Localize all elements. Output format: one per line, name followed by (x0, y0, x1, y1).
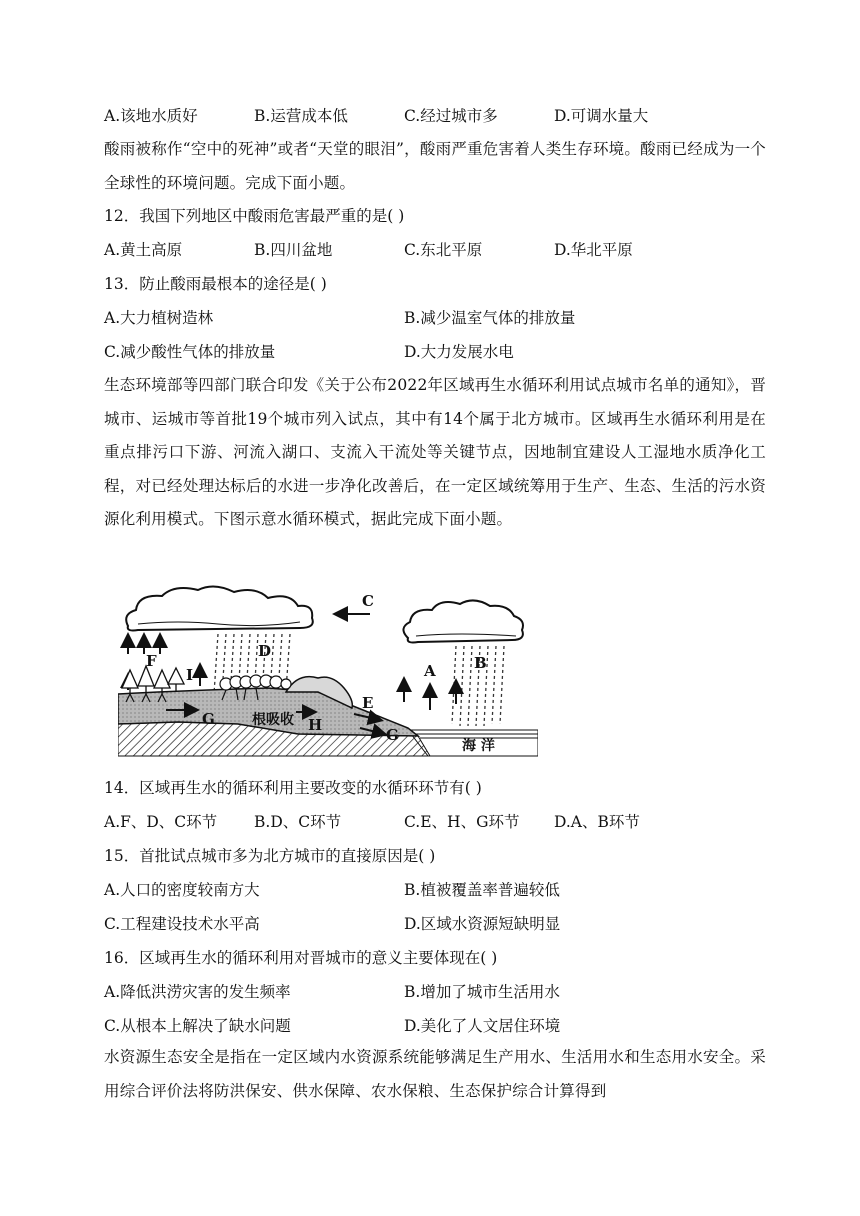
q14-stem: 14．区域再生水的循环利用主要改变的水循环环节有( ) (104, 779, 482, 797)
water-cycle-diagram (118, 584, 538, 762)
q12-option-a: A.黄土高原 (104, 241, 183, 259)
cloud-right (403, 600, 523, 642)
q13-option-c: C.减少酸性气体的排放量 (104, 343, 276, 361)
q16-stem: 16．区域再生水的循环利用对晋城市的意义主要体现在( ) (104, 949, 498, 967)
q16-option-d: D.美化了人文居住环境 (404, 1017, 561, 1035)
q14-option-b: B.D、C环节 (254, 813, 342, 831)
label-g-right: G (386, 726, 399, 744)
q15-option-a: A.人口的密度较南方大 (104, 881, 260, 899)
label-a: A (424, 662, 436, 680)
label-f: F (146, 652, 157, 670)
q12-stem: 12．我国下列地区中酸雨危害最严重的是( ) (104, 207, 405, 225)
q16-option-c: C.从根本上解决了缺水问题 (104, 1017, 291, 1035)
label-b: B (474, 654, 487, 672)
q14-option-a: A.F、D、C环节 (104, 813, 218, 831)
label-i: I (186, 666, 194, 684)
label-g-left: G (202, 710, 215, 728)
q16-option-b: B.增加了城市生活用水 (404, 983, 560, 1001)
label-h: H (308, 716, 323, 734)
q15-option-d: D.区域水资源短缺明显 (404, 915, 561, 933)
q11-option-c: C.经过城市多 (404, 107, 498, 125)
q14-option-d: D.A、B环节 (554, 813, 640, 831)
q12-option-b: B.四川盆地 (254, 241, 333, 259)
passage-water-reuse: 生态环境部等四部门联合印发《关于公布2022年区域再生水循环利用试点城市名单的通知》，晋城市、运城市等首批19个城市列入试点，其中有14个属于北方城市。区域再生水循环利用是在重点排污口下游、河流入湖口、支流入干流处等关键节点，因地制宜建设人工湿地水质净化工程，对已经处理达标后的水进一步净化改善后，在一定区域统筹用于生产、生态、生活的污水资源化利用模式。下图示意水循环模式，据此完成下面小题。 (104, 376, 766, 529)
label-root-absorb: 根吸收 (252, 712, 294, 728)
passage-acid-rain: 酸雨被称作“空中的死神”或者“天堂的眼泪”，酸雨严重危害着人类生存环境。酸雨已经成为一个全球性的环境问题。完成下面小题。 (104, 140, 766, 192)
q13-option-b: B.减少温室气体的排放量 (404, 309, 576, 327)
q11-option-d: D.可调水量大 (554, 107, 649, 125)
q11-option-a: A.该地水质好 (104, 107, 198, 125)
q13-option-a: A.大力植树造林 (104, 309, 214, 327)
q16-option-a: A.降低洪涝灾害的发生频率 (104, 983, 291, 1001)
label-ocean: 海 洋 (462, 738, 495, 754)
label-e: E (362, 694, 374, 712)
q11-option-b: B.运营成本低 (254, 107, 348, 125)
label-c: C (362, 592, 374, 610)
q15-option-b: B.植被覆盖率普遍较低 (404, 881, 560, 899)
q13-option-d: D.大力发展水电 (404, 343, 514, 361)
label-d: D (258, 642, 272, 660)
q12-option-d: D.华北平原 (554, 241, 633, 259)
passage-water-security: 水资源生态安全是指在一定区域内水资源系统能够满足生产用水、生活用水和生态用水安全。采用综合评价法将防洪保安、供水保障、农水保粮、生态保护综合计算得到 (104, 1048, 766, 1100)
q15-stem: 15．首批试点城市多为北方城市的直接原因是( ) (104, 847, 436, 865)
q14-option-c: C.E、H、G环节 (404, 813, 520, 831)
trees-left (122, 666, 184, 694)
arrows-a (404, 680, 456, 710)
q12-option-c: C.东北平原 (404, 241, 483, 259)
q15-option-c: C.工程建设技术水平高 (104, 915, 260, 933)
q13-stem: 13．防止酸雨最根本的途径是( ) (104, 275, 327, 293)
